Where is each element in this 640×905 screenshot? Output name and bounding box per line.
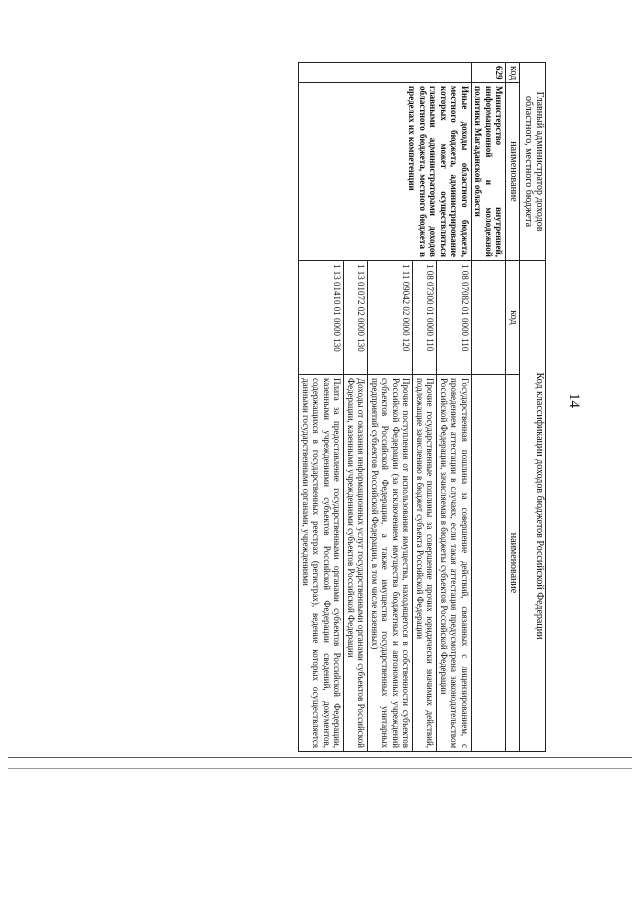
ministry-name: Министерство внутренней, информационной и молодежной политики Магаданской области [472, 83, 507, 261]
ministry-class-name-empty [472, 375, 507, 752]
page-number: 14 [566, 393, 582, 408]
header-classification-group: Код классификации доходов бюджетов Российской Федерации [520, 261, 546, 752]
row-code: 1 08 07082 01 0000 110 [437, 261, 472, 375]
ministry-code: 629 [472, 63, 507, 83]
row-code: 1 13 01410 01 0000 130 [299, 261, 344, 375]
row-name: Прочие государственные пошлины за совершение прочих юридически значимых действий, подлежащие зачислению в бюджет субъекта Российской Федерации [413, 375, 437, 752]
row-code: 1 13 01072 02 0000 130 [344, 261, 368, 375]
header-admin-code: код [506, 63, 520, 83]
other-income-note: Иные доходы областного бюджета, местного бюджета, администрирование которых может осуществляться главными администраторами доходов областного бюджета, местного бюджета в пределах их компетенции [299, 83, 472, 261]
ministry-class-code-empty [472, 261, 507, 375]
row-name: Государственная пошлина за совершение действий, связанных с лицензированием, с проведением аттестации в случаях, если такая аттестация предусмотрена законодательством Российской Федерации, зачисляемая в бюджеты субъектов Российской Федерации [437, 375, 472, 752]
header-class-code: код [506, 261, 520, 375]
other-income-code-empty [299, 63, 472, 83]
horizontal-rule [8, 757, 632, 758]
row-name: Плата за предоставление государственными органами субъектов Российской Федерации, казенными учреждениями субъектов Российской Федерации сведений, документов, содержащихся в государственных реестрах (регистрах), ведение которых осуществляется данными государственными органами, учреждениями [299, 375, 344, 752]
row-name: Доходы от оказания информационных услуг государственными органами субъектов Российской Федерации, казенными учреждениями субъектов Российской Федерации [344, 375, 368, 752]
rotated-table-area [61, 62, 546, 751]
header-admin-name: наименование [506, 83, 520, 261]
income-classification-table [299, 62, 547, 752]
horizontal-rule [8, 768, 632, 769]
header-admin-group: Главный администратор доходов областного, местного бюджета [520, 63, 546, 261]
row-code: 1 08 07300 01 0000 110 [413, 261, 437, 375]
header-class-name: наименование [506, 375, 520, 752]
row-name: Прочие поступления от использования имущества, находящегося в собственности субъектов Российской Федерации (за исключением имущества бюджетных и автономных учреждений субъектов Российской Федерации, а также имущества государственных унитарных предприятий субъектов Российской Федерации, в том числе казенных) [368, 375, 413, 752]
row-code: 1 11 09042 02 0000 120 [368, 261, 413, 375]
